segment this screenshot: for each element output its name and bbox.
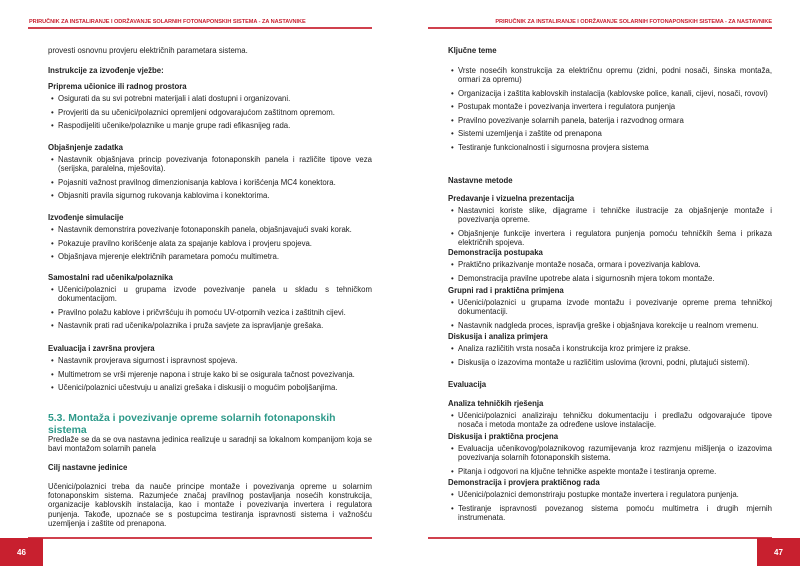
list-item xyxy=(448,102,772,111)
list-item-text: Demonstracija pravilne upotrebe alata i sigurnosnih mjera tokom montaže. xyxy=(458,273,715,283)
section-heading xyxy=(48,413,372,437)
list-item xyxy=(448,411,772,429)
bullet-list xyxy=(448,298,772,330)
subheading: Analiza tehničkih rješenja xyxy=(448,399,544,408)
list-item xyxy=(448,467,772,476)
list-item xyxy=(448,504,772,522)
running-header: PRIRUČNIK ZA INSTALIRANJE I ODRŽAVANJE SOLARNIH FOTONAPONSKIH SISTEMA - ZA NASTAVNIKE xyxy=(29,19,306,25)
list-item xyxy=(448,206,772,224)
list-item-text: Nastavnik objašnjava princip povezivanja fotonaponskih panela i različite tipove veza (serijska, paralelna, mješovita). xyxy=(58,155,372,174)
text-block xyxy=(48,66,372,75)
bullet-icon: • xyxy=(451,206,454,216)
list-item-text: Nastavnik provjerava sigurnost i ispravnost spojeva. xyxy=(58,356,238,366)
list-item-text: Nastavnik nadgleda proces, ispravlja greške i objašnjava korekcije u realnom vremenu. xyxy=(458,320,759,330)
bullet-list xyxy=(48,356,372,392)
list-item xyxy=(48,356,372,365)
bullet-icon: • xyxy=(451,142,454,152)
bullet-icon: • xyxy=(451,260,454,270)
subheading: Diskusija i praktična procjena xyxy=(448,432,559,441)
text-block xyxy=(448,478,772,526)
section-title: 5.3. Montaža i povezivanje opreme solarnih fotonaponskih sistema xyxy=(48,413,336,436)
subheading: Izvođenje simulacije xyxy=(48,213,124,222)
text-block xyxy=(448,66,772,156)
text-block xyxy=(448,432,772,480)
bullet-icon: • xyxy=(51,238,54,248)
list-item-text: Objašnjenje funkcije invertera i regulatora punjenja pomoću tehničkih šema i prikaza električnih spojeva. xyxy=(458,228,772,248)
text-block xyxy=(448,46,772,55)
bullet-icon: • xyxy=(51,107,54,117)
text-block xyxy=(448,380,772,389)
bullet-list xyxy=(448,206,772,247)
list-item xyxy=(48,308,372,317)
list-item-text: Pravilno povezivanje solarnih panela, baterija i razvodnog ormara xyxy=(458,115,684,125)
text-block xyxy=(48,463,372,472)
text-block xyxy=(48,82,372,135)
list-item xyxy=(448,129,772,138)
text-block xyxy=(448,194,772,252)
bullet-list xyxy=(448,444,772,476)
list-item-text: Učenici/polaznici učestvuju u analizi grešaka i diskusiji o mogućim poboljšanjima. xyxy=(58,383,338,393)
list-item xyxy=(48,239,372,248)
bullet-list xyxy=(48,94,372,130)
list-item-text: Testiranje funkcionalnosti i sigurnosna provjera sistema xyxy=(458,142,649,152)
subheading: Demonstracija postupaka xyxy=(448,248,543,257)
subheading: Demonstracija i provjera praktičnog rada xyxy=(448,478,600,487)
text-block xyxy=(48,213,372,266)
bullet-icon: • xyxy=(51,94,54,104)
list-item xyxy=(448,229,772,247)
text-block xyxy=(48,143,372,205)
bullet-icon: • xyxy=(451,88,454,98)
bullet-list xyxy=(448,260,772,283)
page-number: 47 xyxy=(757,538,800,566)
bullet-icon: • xyxy=(51,121,54,131)
bullet-icon: • xyxy=(451,357,454,367)
bullet-icon: • xyxy=(51,321,54,331)
bullet-icon: • xyxy=(51,177,54,187)
list-item xyxy=(448,143,772,152)
bullet-icon: • xyxy=(451,298,454,308)
bullet-icon: • xyxy=(51,383,54,393)
list-item xyxy=(448,274,772,283)
list-item xyxy=(48,252,372,261)
bullet-icon: • xyxy=(51,252,54,262)
bullet-icon: • xyxy=(51,155,54,165)
subheading: Priprema učionice ili radnog prostora xyxy=(48,82,187,91)
list-item xyxy=(448,260,772,269)
running-header: PRIRUČNIK ZA INSTALIRANJE I ODRŽAVANJE SOLARNIH FOTONAPONSKIH SISTEMA - ZA NASTAVNIKE xyxy=(495,19,772,25)
bullet-icon: • xyxy=(451,503,454,513)
bullet-icon: • xyxy=(451,320,454,330)
paragraph: provesti osnovnu provjeru električnih parametara sistema. xyxy=(48,46,248,55)
subheading: Cilj nastavne jedinice xyxy=(48,463,128,472)
bullet-icon: • xyxy=(451,444,454,454)
list-item-text: Objašnjava mjerenje električnih parametara pomoću multimetra. xyxy=(58,252,280,262)
list-item-text: Objasniti pravila sigurnog rukovanja kablovima i konektorima. xyxy=(58,191,270,201)
bullet-icon: • xyxy=(451,228,454,238)
text-block xyxy=(48,46,372,55)
list-item xyxy=(48,94,372,103)
subheading: Grupni rad i praktična primjena xyxy=(448,286,564,295)
list-item xyxy=(48,121,372,130)
list-item xyxy=(48,370,372,379)
list-item xyxy=(48,155,372,173)
text-block xyxy=(48,435,372,453)
bullet-icon: • xyxy=(51,225,54,235)
header-rule xyxy=(28,27,372,29)
subheading: Evaluacija xyxy=(448,380,487,389)
list-item-text: Učenici/polaznici demonstriraju postupke montaže invertera i regulatora punjenja. xyxy=(458,490,739,500)
subheading: Instrukcije za izvođenje vježbe: xyxy=(48,66,164,75)
list-item-text: Evaluacija učenikovog/polaznikovog razumijevanja kroz razmjenu mišljenja o izazovima povezivanja solarnih fotonaponskih sistema. xyxy=(458,444,772,463)
text-block xyxy=(48,273,372,335)
bullet-list xyxy=(48,285,372,330)
list-item xyxy=(448,66,772,84)
list-item-text: Postupak montaže i povezivanja invertera i regulatora punjenja xyxy=(458,102,676,112)
list-item xyxy=(48,383,372,392)
bullet-list xyxy=(48,225,372,261)
list-item-text: Vrste nosećih konstrukcija za električnu opremu (zidni, podni nosači, šinska montaža, ormari za opremu) xyxy=(458,66,772,85)
list-item-text: Nastavnik prati rad učenika/polaznika i pruža savjete za ispravljanje grešaka. xyxy=(58,321,324,331)
list-item-text: Pokazuje pravilno korišćenje alata za spajanje kablova i provjeru spojeva. xyxy=(58,238,312,248)
page-number: 46 xyxy=(0,538,43,566)
bullet-list xyxy=(448,66,772,152)
list-item xyxy=(48,108,372,117)
list-item-text: Nastavnici koriste slike, dijagrame i tehničke ilustracije za objašnjenje montaže i povezivanja opreme. xyxy=(458,206,772,225)
bullet-icon: • xyxy=(451,411,454,421)
text-block xyxy=(448,248,772,287)
list-item xyxy=(448,298,772,316)
subheading: Evaluacija i završna provjera xyxy=(48,344,155,353)
list-item-text: Pravilno polažu kablove i pričvršćuju ih pomoću UV-otpornih vezica i zaštitnih cijevi. xyxy=(58,307,346,317)
bullet-icon: • xyxy=(51,191,54,201)
subheading: Nastavne metode xyxy=(448,176,513,185)
list-item xyxy=(48,191,372,200)
list-item-text: Provjeriti da su učenici/polaznici opremljeni odgovarajućom zaštitnom opremom. xyxy=(58,107,335,117)
right-page xyxy=(400,0,800,566)
text-block xyxy=(448,332,772,371)
list-item xyxy=(448,344,772,353)
list-item-text: Multimetrom se vrši mjerenje napona i struje kako bi se osigurala tačnost povezivanja. xyxy=(58,369,355,379)
footer-rule xyxy=(428,537,772,539)
bullet-list xyxy=(48,155,372,200)
bullet-icon: • xyxy=(51,285,54,295)
subheading: Predavanje i vizuelna prezentacija xyxy=(448,194,575,203)
list-item-text: Testiranje ispravnosti povezanog sistema pomoću multimetra i drugih mjernih instrumenata. xyxy=(458,503,772,522)
bullet-icon: • xyxy=(451,344,454,354)
list-item-text: Učenici/polaznici u grupama izvode montažu i povezivanje opreme prema tehničkoj dokumentaciji. xyxy=(458,298,772,317)
bullet-icon: • xyxy=(451,66,454,75)
bullet-icon: • xyxy=(451,466,454,476)
subheading: Diskusija i analiza primjera xyxy=(448,332,548,341)
bullet-list xyxy=(448,411,772,429)
subheading: Objašnjenje zadatka xyxy=(48,143,123,152)
list-item-text: Učenici/polaznici analiziraju tehničku dokumentaciju i predlažu odgovarajuće tipove nosača i metoda montaže za određene uslove instalacije. xyxy=(458,411,772,430)
list-item-text: Sistemi uzemljenja i zaštite od prenapona xyxy=(458,129,602,139)
list-item xyxy=(48,285,372,303)
text-block xyxy=(448,399,772,434)
bullet-list xyxy=(448,490,772,522)
list-item-text: Učenici/polaznici u grupama izvode povezivanje panela u skladu s tehničkom dokumentacijom. xyxy=(58,285,372,304)
subheading: Samostalni rad učenika/polaznika xyxy=(48,273,173,282)
list-item xyxy=(48,178,372,187)
list-item-text: Praktično prikazivanje montaže nosača, ormara i povezivanja kablova. xyxy=(458,260,701,270)
list-item-text: Analiza različitih vrsta nosača i konstrukcija kroz primjere iz prakse. xyxy=(458,344,691,354)
bullet-icon: • xyxy=(451,490,454,500)
list-item xyxy=(448,358,772,367)
bullet-icon: • xyxy=(51,369,54,379)
bullet-icon: • xyxy=(451,115,454,125)
header-rule xyxy=(428,27,772,29)
text-block xyxy=(48,344,372,397)
list-item-text: Raspodijeliti učenike/polaznike u manje grupe radi efikasnijeg rada. xyxy=(58,121,291,131)
list-item xyxy=(48,321,372,330)
list-item-text: Pitanja i odgovori na ključne tehničke aspekte montaže i testiranja opreme. xyxy=(458,466,717,476)
bullet-icon: • xyxy=(51,307,54,317)
subheading: Ključne teme xyxy=(448,46,497,55)
bullet-icon: • xyxy=(451,102,454,112)
list-item xyxy=(448,490,772,499)
text-block xyxy=(48,482,372,528)
bullet-icon: • xyxy=(451,273,454,283)
list-item xyxy=(448,89,772,98)
text-block xyxy=(448,286,772,334)
list-item xyxy=(48,225,372,234)
list-item-text: Nastavnik demonstrira povezivanje fotonaponskih panela, objašnjavajući svaki korak. xyxy=(58,225,352,235)
list-item-text: Osigurati da su svi potrebni materijali i alati dostupni i organizovani. xyxy=(58,94,291,104)
bullet-icon: • xyxy=(51,356,54,366)
list-item xyxy=(448,444,772,462)
paragraph: Predlaže se da se ova nastavna jedinica realizuje u saradnji sa lokalnom kompanijom koja se bavi montažom solarnih panela xyxy=(48,435,372,454)
bullet-icon: • xyxy=(451,129,454,139)
bullet-list xyxy=(448,344,772,367)
paragraph: Učenici/polaznici treba da nauče principe montaže i povezivanja opreme u solarnim fotonaponskim sistema. Razumjeće značaj pravilnog postavljanja nosećih konstrukcija, organizacije kablovskih instalacija, kao i montaže i povezivanja invertera i regulatora punjenja. Takođe, upoznaće se s postupcima testiranja ispravnosti sistema i važnošću uzemljenja i zaštite od prenapona. xyxy=(48,482,372,528)
list-item-text: Organizacija i zaštita kablovskih instalacija (kablovske police, kanali, cijevi, nosači, rovovi) xyxy=(458,88,768,98)
text-block xyxy=(448,176,772,185)
list-item xyxy=(448,321,772,330)
list-item-text: Diskusija o izazovima montaže u različitim uslovima (krovni, podni, plutajući sistemi). xyxy=(458,357,750,367)
list-item-text: Pojasniti važnost pravilnog dimenzionisanja kablova i korišćenja MC4 konektora. xyxy=(58,177,336,187)
footer-rule xyxy=(28,537,372,539)
list-item xyxy=(448,116,772,125)
